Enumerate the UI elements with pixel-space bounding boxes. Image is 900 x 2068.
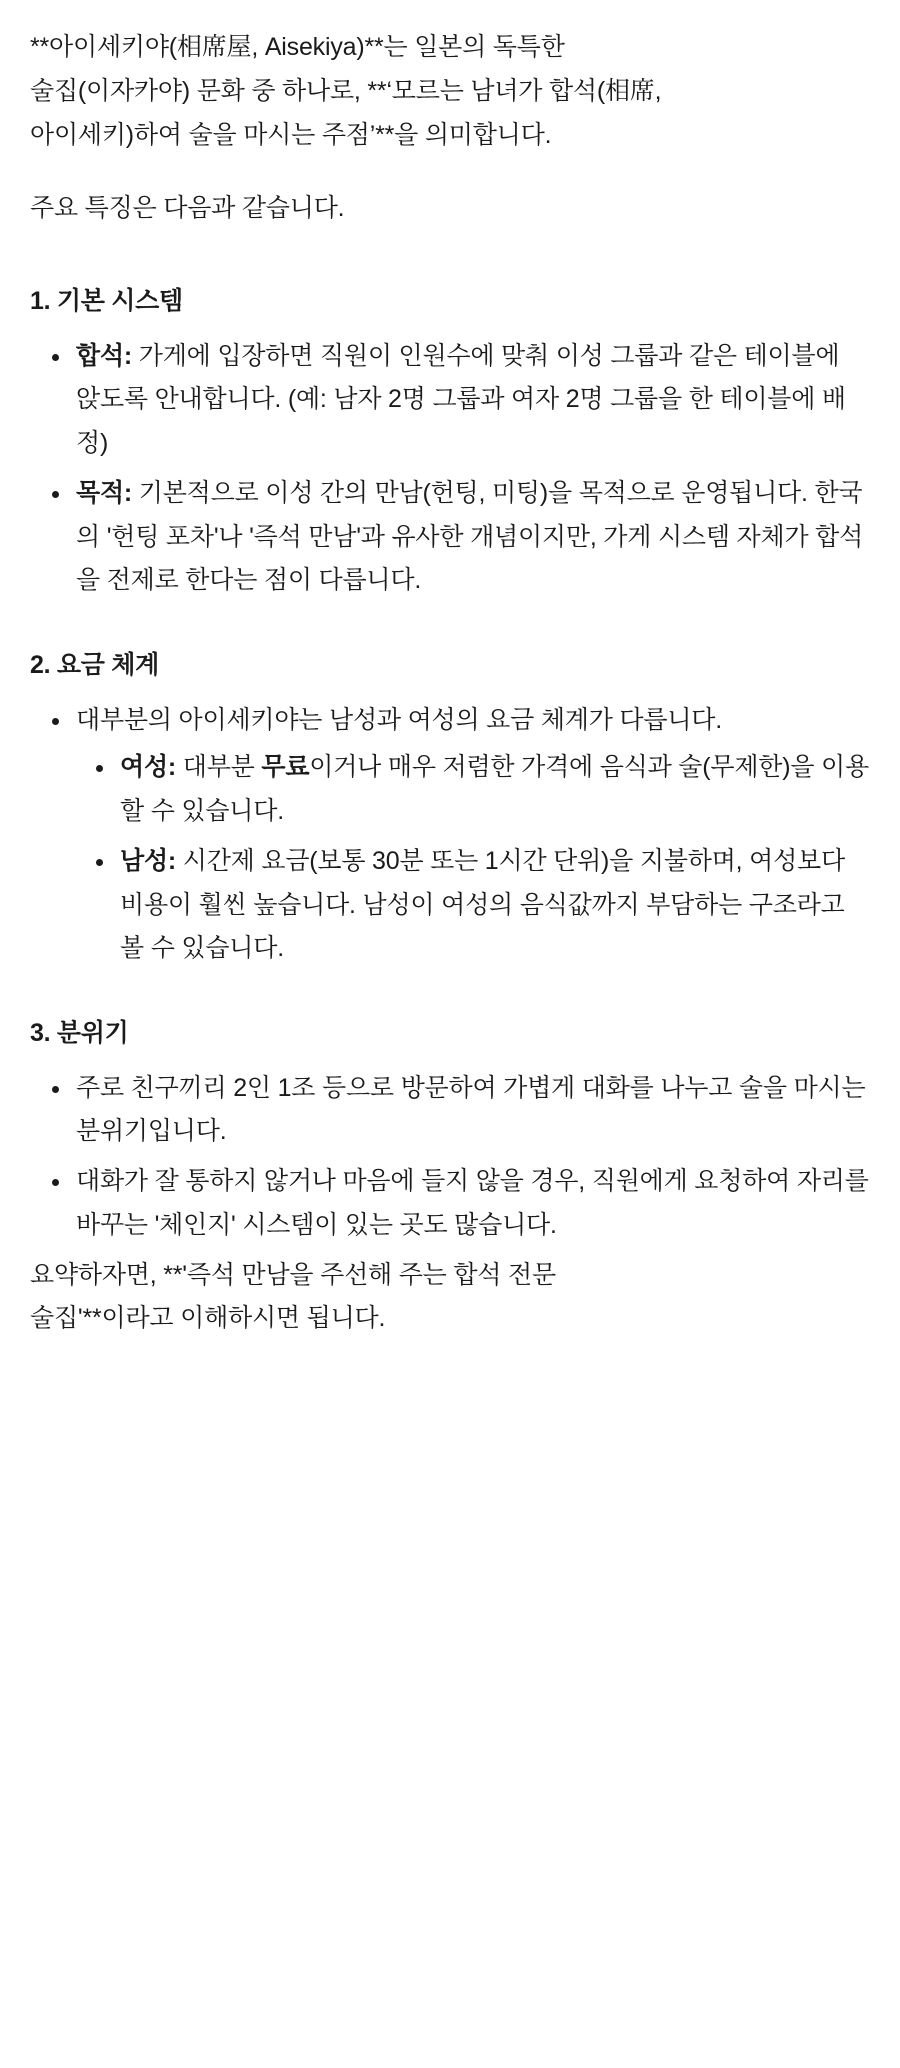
closing-line-1: 요약하자면, **'즉석 만남을 주선해 주는 합석 전문 [30,1260,556,1289]
list-item [30,335,870,466]
list-item-text: 주로 친구끼리 2인 1조 등으로 방문하여 가볍게 대화를 나누고 술을 마시는 분위기입니다. [76,1073,866,1146]
list-item-label: 여성: [120,753,177,782]
list-item-text-before: 시간제 요금(보통 30분 또는 1시간 단위)을 지불하며, 여성보다 비용이 훨씬 높습니다. 남성이 여성의 음식값까지 부담하는 구조라고 볼 수 있습니다. [120,846,845,963]
lead-paragraph: 주요 특징은 다음과 같습니다. [30,194,345,223]
list-item [76,746,870,834]
closing-line-2: 술집'**이라고 이해하시면 됩니다. [30,1304,386,1333]
list-item-text: 기본적으로 이성 간의 만남(헌팅, 미팅)을 목적으로 운영됩니다. 한국의 '헌팅 포차'나 '즉석 만남'과 유사한 개념이지만, 가게 시스템 자체가 합석을 전제로 한다는 점이 다릅니다. [76,478,864,595]
list-item-text-before: 대부분 [176,753,262,782]
list-item-emphasis: 무료 [261,753,310,782]
list-item-text: 대부분의 아이세키야는 남성과 여성의 요금 체계가 다릅니다. [76,705,722,734]
list-item-text: 대화가 잘 통하지 않거나 마음에 들지 않을 경우, 직원에게 요청하여 자리를 바꾸는 '체인지' 시스템이 있는 곳도 많습니다. [76,1167,869,1239]
list-item-text-after: 이거나 매우 저렴한 가격에 음식과 술(무제한)을 이용할 수 있습니다. [120,753,869,825]
list-item [30,472,870,603]
intro-paragraph [30,26,870,157]
section-2-list [30,699,870,972]
list-item-label: 남성: [120,846,177,875]
list-item [30,1067,870,1155]
section-heading-1: 1. 기본 시스템 [30,287,183,315]
section-1-list [30,335,870,604]
section-heading-2: 2. 요금 체계 [30,651,159,679]
section-2-sublist [76,746,870,971]
intro-line-3: 아이세키)하여 술을 마시는 주점’**을 의미합니다. [30,120,552,149]
intro-line-1: **아이세키야(相席屋, Aisekiya)**는 일본의 독특한 [30,33,565,61]
section-3-list [30,1067,870,1248]
list-item-label: 합석: [76,341,133,370]
list-item [30,699,870,972]
list-item [30,1160,870,1248]
list-item [76,840,870,971]
list-item-text: 가게에 입장하면 직원이 인원수에 맞춰 이성 그룹과 같은 테이블에 앉도록 안내합니다. (예: 남자 2명 그룹과 여자 2명 그룹을 한 테이블에 배정) [76,341,846,457]
section-heading-3: 3. 분위기 [30,1019,129,1047]
closing-paragraph [30,1254,870,1342]
intro-line-2: 술집(이자카야) 문화 중 하나로, **‘모르는 남녀가 합석(相席, [30,76,662,105]
list-item-label: 목적: [76,478,133,507]
